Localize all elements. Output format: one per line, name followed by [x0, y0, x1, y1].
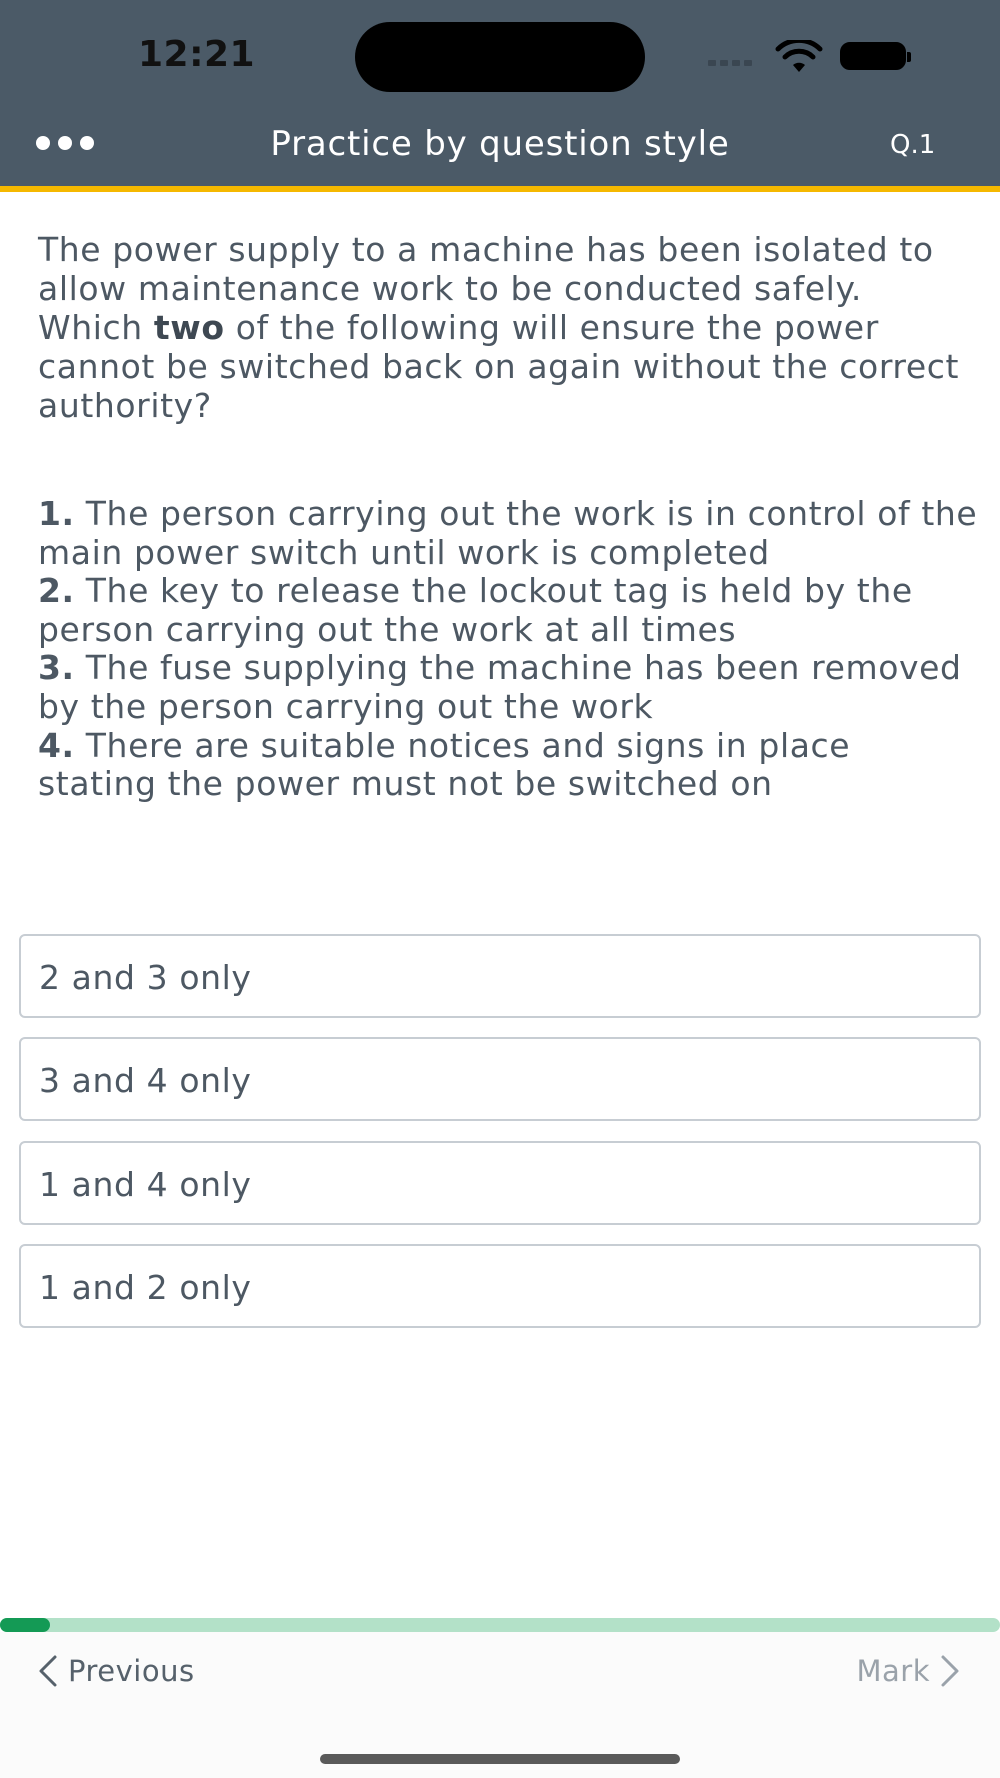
answer-option-label: 2 and 3 only	[39, 958, 252, 997]
mark-label: Mark	[856, 1654, 930, 1688]
previous-label: Previous	[68, 1654, 195, 1688]
statement-item: 1. The person carrying out the work is in control of the main power switch until work is completed	[38, 494, 978, 572]
question-emphasis: two	[153, 308, 225, 347]
home-indicator	[320, 1754, 680, 1764]
statement-item: 3. The fuse supplying the machine has been removed by the person carrying out the work	[38, 648, 962, 726]
progress-bar	[0, 1618, 1000, 1632]
answer-option-label: 1 and 2 only	[39, 1268, 252, 1307]
statement-item: 2. The key to release the lockout tag is held by the person carrying out the work at all times	[38, 571, 913, 649]
page-title: Practice by question style	[270, 124, 730, 164]
answer-option-label: 1 and 4 only	[39, 1165, 252, 1204]
answer-option-3[interactable]	[19, 1141, 981, 1225]
answer-option-2[interactable]	[19, 1037, 981, 1121]
chevron-left-icon	[36, 1654, 58, 1688]
mark-button[interactable]	[856, 1654, 962, 1688]
header-accent-bar	[0, 186, 1000, 192]
wifi-icon	[775, 40, 823, 74]
answer-option-4[interactable]	[19, 1244, 981, 1328]
question-number: Q.1	[890, 130, 936, 160]
chevron-right-icon	[940, 1654, 962, 1688]
answer-option-1[interactable]	[19, 934, 981, 1018]
statement-list	[38, 495, 978, 804]
cellular-signal-icon	[708, 60, 752, 66]
question-text: The power supply to a machine has been isolated to allow maintenance work to be conducted safely. Which two of the following will ensure the power cannot be switched back on again without the correct authority?	[38, 230, 960, 425]
battery-icon	[840, 42, 906, 70]
statement-item: 4. There are suitable notices and signs in place stating the power must not be switched on	[38, 725, 851, 804]
progress-fill	[0, 1618, 50, 1632]
answer-option-label: 3 and 4 only	[39, 1061, 252, 1100]
dynamic-island	[355, 22, 645, 92]
app-header	[0, 0, 1000, 186]
status-time: 12:21	[138, 34, 256, 75]
previous-button[interactable]	[36, 1654, 195, 1688]
